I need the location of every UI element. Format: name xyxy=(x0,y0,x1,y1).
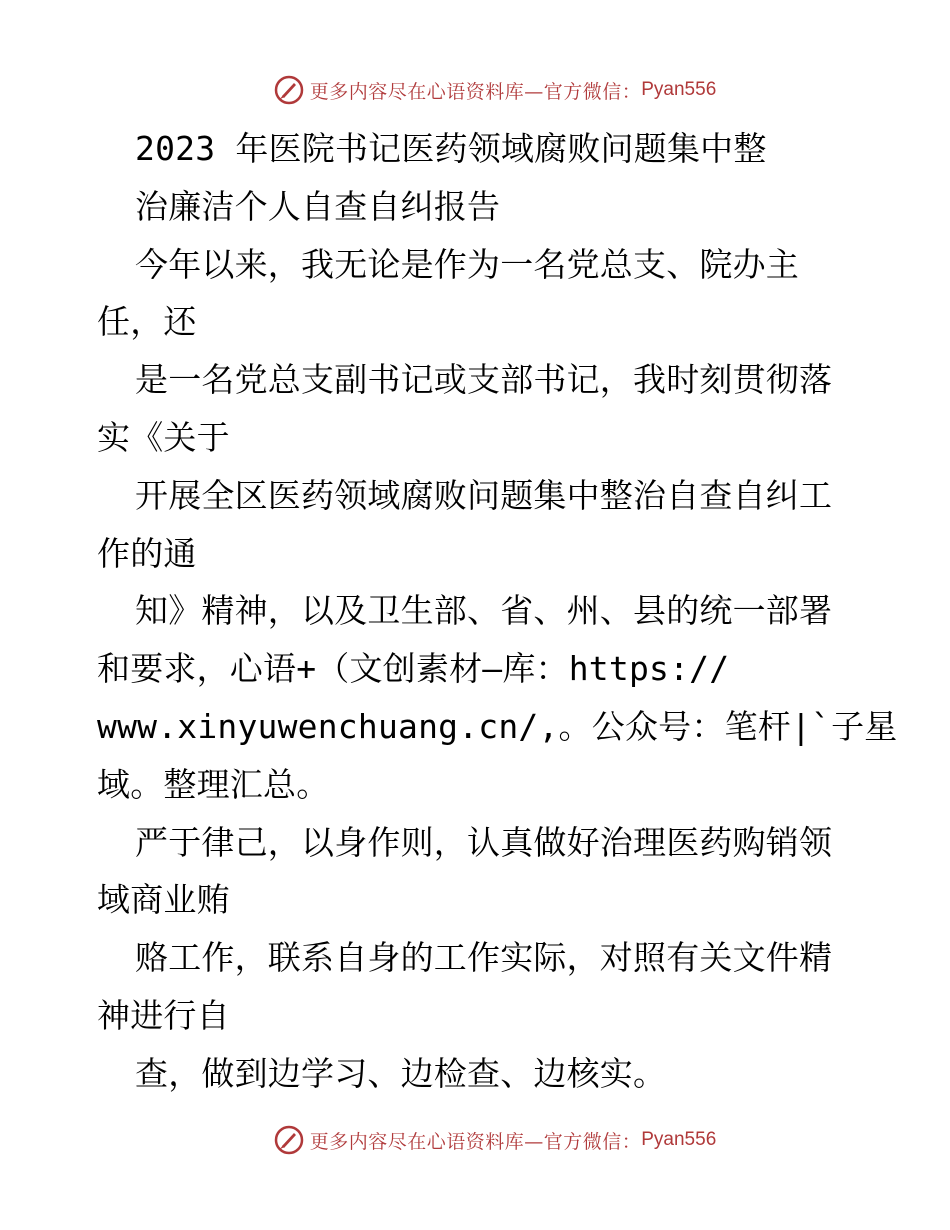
watermark-group xyxy=(274,75,717,105)
document-body xyxy=(97,120,898,1103)
body-line: 和要求，心语+（文创素材—库：https:// xyxy=(97,649,730,689)
body-line: 赂工作，联系自身的工作实际，对照有关文件精 xyxy=(135,938,833,978)
body-line: 任，还 xyxy=(97,302,197,342)
watermark-wechat-id: Pyan556 xyxy=(641,79,717,100)
watermark-text: 更多内容尽在心语资料库—官方微信： xyxy=(309,1130,642,1153)
body-line: 作的通 xyxy=(97,533,197,573)
header-watermark xyxy=(0,70,950,110)
title-line-1: 2023 年医院书记医药领域腐败问题集中整 xyxy=(135,129,767,168)
body-line: 知》精神，以及卫生部、省、州、县的统一部署 xyxy=(135,591,833,631)
title-line-2: 治廉洁个人自查自纠报告 xyxy=(135,186,501,226)
body-line: 实《关于 xyxy=(97,417,230,457)
body-line: 开展全区医药领域腐败问题集中整治自查自纠工 xyxy=(135,475,833,515)
body-line: 严于律己，以身作则，认真做好治理医药购销领 xyxy=(135,822,833,862)
body-line: 是一名党总支副书记或支部书记，我时刻贯彻落 xyxy=(135,360,833,400)
quill-logo-icon xyxy=(274,1125,304,1155)
watermark-group xyxy=(274,1125,717,1155)
body-line: 今年以来，我无论是作为一名党总支、院办主 xyxy=(135,244,799,284)
body-line: 神进行自 xyxy=(97,995,230,1035)
footer-watermark xyxy=(0,1120,950,1160)
body-line: www.xinyuwenchuang.cn/,。公众号：笔杆|`子星 xyxy=(97,706,898,746)
watermark-text: 更多内容尽在心语资料库—官方微信： xyxy=(309,80,642,103)
body-line: 域。整理汇总。 xyxy=(97,764,330,804)
body-line: 查，做到边学习、边检查、边核实。 xyxy=(135,1053,667,1093)
body-line: 域商业贿 xyxy=(97,880,230,920)
watermark-wechat-id: Pyan556 xyxy=(641,1129,717,1150)
quill-logo-icon xyxy=(274,75,304,105)
